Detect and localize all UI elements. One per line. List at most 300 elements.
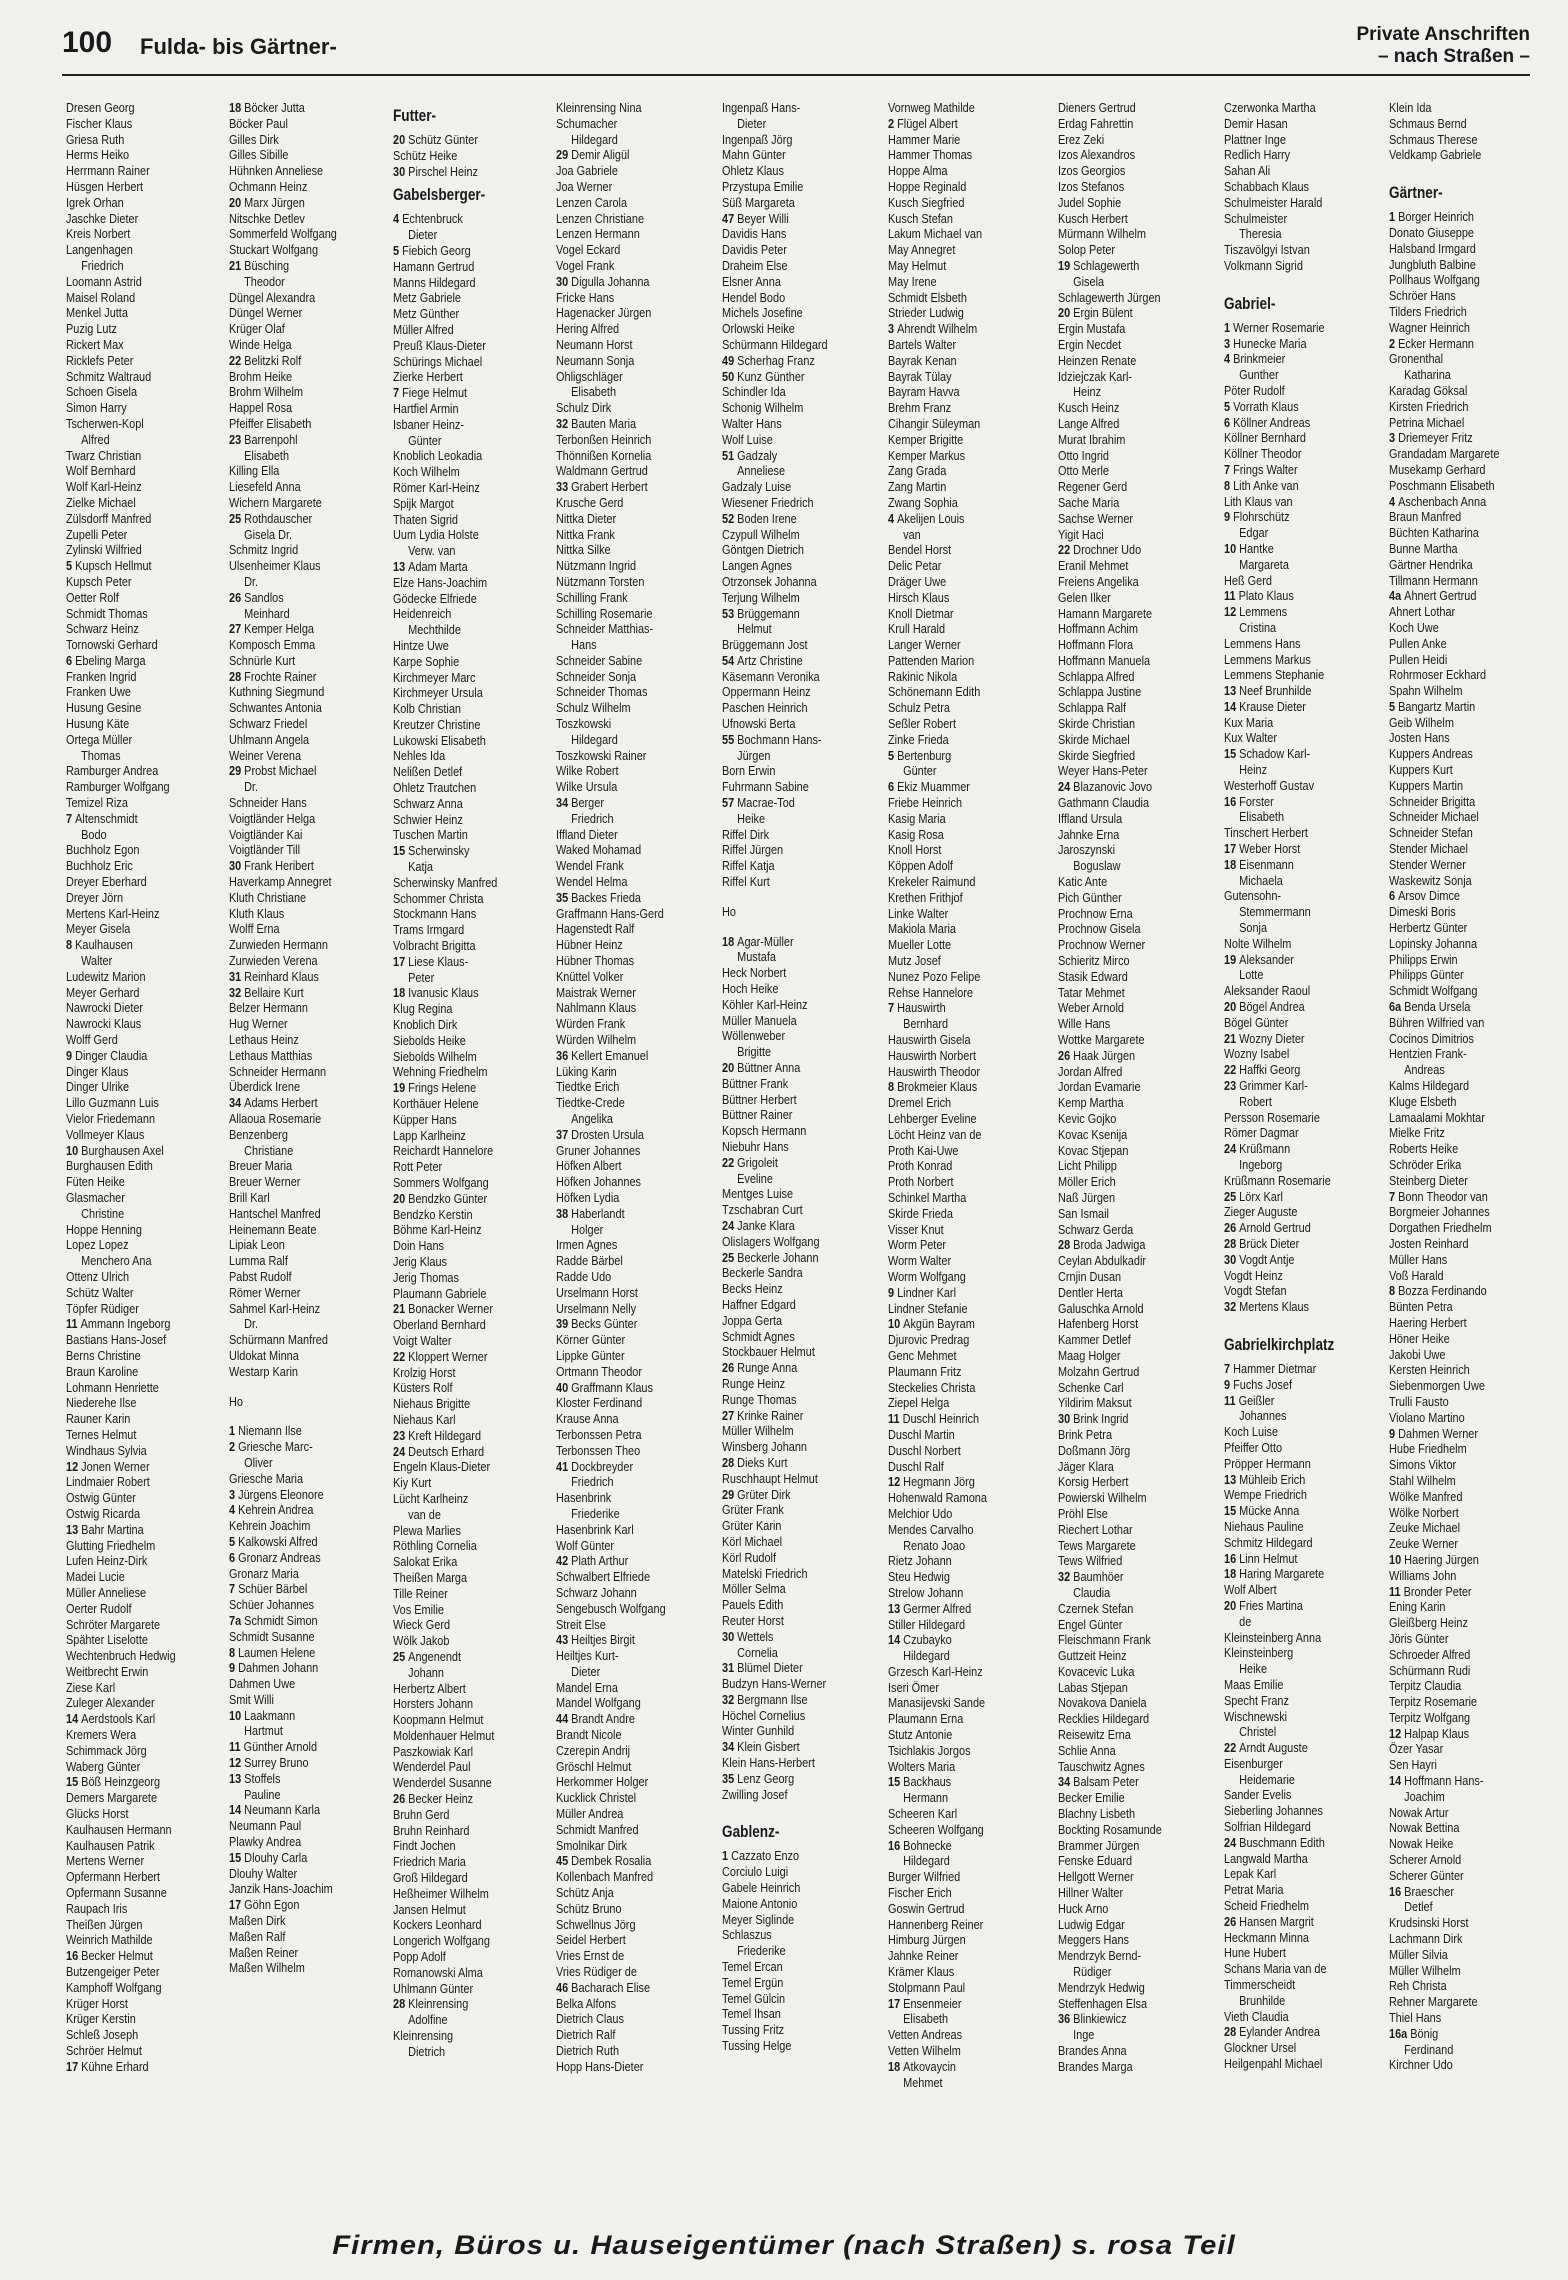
directory-entry: Jerig Klaus [393,1253,448,1269]
house-number: 30 [722,1628,738,1644]
directory-entry: 21 Büsching [229,257,290,273]
house-number: 29 [229,763,245,779]
directory-entry: Lethaus Heinz [229,1032,299,1048]
directory-entry: Zielke Michael [66,494,136,510]
directory-entry: 25 Angenendt [393,1648,462,1664]
directory-entry: Schneider Sabine [556,652,643,668]
directory-entry: Tatar Mehmet [1058,984,1125,1000]
directory-entry: Kaulhausen Hermann [66,1821,172,1837]
directory-entry: 7 Hauswirth [888,1000,946,1016]
directory-entry: Reuter Horst [722,1612,784,1628]
house-number: 28 [393,1996,409,2012]
directory-entry: Lethaus Matthias [229,1047,313,1063]
directory-entry: Schindler Ida [722,384,786,400]
directory-entry: Veldkamp Gabriele [1389,147,1482,163]
directory-entry: Komposch Emma [229,637,316,653]
directory-entry: Persson Rosemarie [1224,1109,1320,1125]
directory-entry: Krause Anna [556,1411,619,1427]
directory-entry: Powierski Wilhelm [1058,1490,1147,1506]
directory-entry: Möller Erich [1058,1174,1116,1190]
house-number: 25 [1224,1188,1240,1204]
directory-entry: Ternes Helmut [66,1426,137,1442]
directory-entry: Solfrian Hildegard [1224,1819,1311,1835]
directory-entry: Kasig Maria [888,810,946,826]
directory-entry: Schwarz Friedel [229,716,308,732]
directory-entry: Zurwieden Hermann [229,937,328,953]
directory-entry: Schwier Heinz [393,811,463,827]
house-number: 7 [393,385,403,401]
house-number: 15 [393,843,409,859]
directory-entry: Raupach Iris [66,1900,128,1916]
house-number: 31 [229,968,245,984]
directory-entry: Gelen Ilker [1058,589,1111,605]
entry-continuation: Günter [903,763,937,779]
entry-continuation: Cornelia [737,1644,778,1660]
directory-entry: Aleksander Raoul [1224,983,1311,999]
directory-entry: Kopsch Hermann [722,1123,807,1139]
directory-entry: Terpitz Claudia [1389,1678,1462,1694]
house-number: 14 [66,1711,82,1727]
directory-entry: Griesche Maria [229,1470,304,1486]
directory-entry: 15 Dlouhy Carla [229,1849,308,1865]
house-number: 18 [393,985,409,1001]
directory-entry: Höfken Lydia [556,1189,620,1205]
house-number: 9 [229,1660,239,1676]
directory-entry: 14 Krause Dieter [1224,698,1306,714]
house-number: 36 [556,1047,572,1063]
house-number: 10 [229,1707,245,1723]
directory-entry: Hafenberg Horst [1058,1316,1139,1332]
directory-entry: Schütz Bruno [556,1900,622,1916]
house-number: 32 [556,415,572,431]
section-title [1356,24,1530,68]
directory-entry: Schwarz Gerda [1058,1221,1134,1237]
entry-continuation: Detlef [1404,1899,1433,1915]
house-number: 33 [556,479,572,495]
directory-entry: Dieners Gertrud [1058,100,1136,115]
directory-entry: Gadzaly Luise [722,479,792,495]
directory-entry: Uldokat Minna [229,1347,299,1363]
directory-entry: Schlaszus [722,1927,772,1943]
entry-continuation: Edgar [1239,525,1269,541]
house-number: 17 [66,2058,82,2074]
directory-entry: Ingenpaß Hans- [722,100,801,115]
entry-continuation: Christiane [244,1142,294,1158]
directory-entry: Nawrocki Klaus [66,1016,142,1032]
directory-entry: 35 Backes Frieda [556,889,641,905]
house-number: 41 [556,1458,572,1474]
directory-entry: 37 Drosten Ursula [556,1126,645,1142]
directory-entry: Dorgathen Friedhelm [1389,1220,1492,1236]
directory-entry: Pöter Rudolf [1224,382,1285,398]
directory-entry: 1 Borger Heinrich [1389,209,1474,225]
directory-entry: Schlie Anna [1058,1742,1116,1758]
directory-entry: 9 Fuchs Josef [1224,1376,1292,1392]
directory-entry: Weiner Verena [229,747,302,763]
directory-entry: Bockting Rosamunde [1058,1821,1162,1837]
directory-entry: Zieger Auguste [1224,1204,1298,1220]
directory-entry: 11 Duschl Heinrich [888,1411,980,1427]
directory-entry: Vogdt Heinz [1224,1267,1283,1283]
directory-entry: Maßen Reiner [229,1944,299,1960]
directory-entry: 35 Lenz Georg [722,1770,795,1786]
directory-entry: Sieberling Johannes [1224,1803,1323,1819]
directory-entry: Rohrmoser Eckhard [1389,667,1487,683]
entry-continuation: Christel [1239,1724,1277,1740]
directory-entry: Waskewitz Sonja [1389,872,1472,888]
directory-entry: Stasik Edward [1058,968,1128,984]
directory-entry: Kloster Ferdinand [556,1395,643,1411]
directory-entry: Worm Peter [888,1237,947,1253]
directory-entry: Wottke Margarete [1058,1032,1145,1048]
house-number: 22 [229,352,245,368]
directory-entry: Yildirim Maksut [1058,1395,1132,1411]
house-number: 3 [229,1486,239,1502]
house-number: 28 [1058,1237,1074,1253]
house-number: 34 [229,1095,245,1111]
directory-entry: Wölk Jakob [393,1633,450,1649]
directory-entry: Hintze Uwe [393,637,449,653]
directory-entry: Czernek Stefan [1058,1600,1134,1616]
directory-entry: Lemmens Hans [1224,635,1301,651]
directory-entry: Wölke Norbert [1389,1504,1459,1520]
directory-entry: Schmitz Ingrid [229,542,299,558]
house-number: 22 [1224,1740,1240,1756]
directory-entry: Riffel Jürgen [722,842,784,858]
directory-entry: 6 Köllner Andreas [1224,414,1311,430]
house-number: 24 [393,1443,409,1459]
directory-entry: Oberland Bernhard [393,1317,486,1333]
directory-entry: Hammer Marie [888,131,961,147]
house-number: 3 [888,321,898,337]
directory-entry: Molzahn Gertrud [1058,1363,1140,1379]
directory-entry: Bayrak Kenan [888,352,957,368]
directory-entry: Hoffmann Flora [1058,637,1134,653]
directory-entry: 21 Wozny Dieter [1224,1030,1305,1046]
directory-entry: Volkmann Sigrid [1224,257,1303,273]
directory-entry: 18 Böcker Jutta [229,100,305,115]
directory-entry: Urselmann Horst [556,1284,638,1300]
house-number: 35 [722,1770,738,1786]
entry-continuation: Eveline [737,1170,773,1186]
directory-entry: Pröpper Hermann [1224,1455,1311,1471]
directory-entry: Tscherwen-Kopl [66,415,144,431]
directory-entry: Otto Merle [1058,463,1109,479]
directory-entry: Koch Wilhelm [393,464,460,480]
directory-entry: Schneider Brigitta [1389,793,1476,809]
directory-entry: Nowak Artur [1389,1804,1449,1820]
house-number: 5 [66,558,76,574]
house-number: 5 [1224,398,1234,414]
spacer [229,1380,363,1394]
directory-entry: Uhlmann Angela [229,731,310,747]
directory-entry: 24 Deutsch Erhard [393,1443,485,1459]
entry-continuation: Heike [737,810,766,826]
directory-entry: Süß Margareta [722,194,795,210]
directory-entry: Sahmel Karl-Heinz [229,1300,321,1316]
directory-column [393,100,553,2212]
directory-entry: 49 Scherhag Franz [722,352,815,368]
directory-entry: Nützmann Ingrid [556,558,637,574]
entry-continuation: Gisela [1073,273,1105,289]
directory-entry: Glücks Horst [66,1806,129,1822]
directory-entry: Kux Maria [1224,714,1274,730]
entry-continuation: Alfred [81,431,110,447]
directory-entry: Schimmack Jörg [66,1742,147,1758]
directory-entry: 26 Arnold Gertrud [1224,1220,1311,1236]
directory-entry: Korsig Herbert [1058,1474,1129,1490]
directory-entry: Labas Stjepan [1058,1679,1128,1695]
house-number: 1 [722,1848,732,1864]
house-number: 20 [393,1190,409,1206]
directory-entry: Kirchmeyer Ursula [393,685,483,701]
directory-entry: 5 Kalkowski Alfred [229,1533,318,1549]
directory-entry: Nützmann Torsten [556,573,645,589]
directory-entry: Dimeski Boris [1389,904,1456,920]
directory-entry: 53 Brüggemann [722,605,800,621]
directory-entry: Schneider Hermann [229,1063,327,1079]
entry-continuation: Dieter [737,115,767,131]
directory-entry: Genc Mehmet [888,1347,957,1363]
directory-entry: Jöris Günter [1389,1630,1449,1646]
directory-entry: Herms Heiko [66,147,130,163]
house-number: 14 [1389,1773,1405,1789]
directory-entry: Wöllenweber [722,1028,786,1044]
directory-entry: Sen Hayri [1389,1757,1437,1773]
directory-entry: Friedrich Maria [393,1854,466,1870]
directory-entry: Riechert Lothar [1058,1521,1133,1537]
directory-entry: Prochnow Gisela [1058,921,1141,937]
directory-entry: 14 Hoffmann Hans- [1389,1773,1484,1789]
directory-entry: Kovacevic Luka [1058,1663,1135,1679]
house-number: 26 [1224,1913,1240,1929]
directory-entry: Brehm Franz [888,400,952,416]
directory-entry: Murat Ibrahim [1058,431,1126,447]
directory-entry: Lopez Lopez [66,1237,129,1253]
directory-entry: Kluth Klaus [229,905,285,921]
directory-entry: Hasenbrink [556,1490,612,1506]
directory-entry: Krull Harald [888,621,946,637]
directory-entry: Schneider Matthias- [556,621,654,637]
directory-entry: Kluth Christiane [229,889,307,905]
directory-entry: Tiedtke-Crede [556,1095,625,1111]
directory-entry: Winde Helga [229,336,292,352]
directory-entry: Romanowski Alma [393,1964,483,1980]
directory-entry: 18 Ivanusic Klaus [393,985,479,1001]
directory-entry: 24 Janke Klara [722,1217,795,1233]
directory-entry: 2 Griesche Marc- [229,1439,313,1455]
directory-entry: Vornweg Mathilde [888,100,975,115]
directory-entry: Hamann Gertrud [393,258,475,274]
directory-entry: Niebuhr Hans [722,1139,789,1154]
entry-continuation: van [903,526,921,542]
house-number: 17 [1224,841,1240,857]
house-number: 22 [1058,542,1074,558]
directory-entry: Proth Kai-Uwe [888,1142,959,1158]
directory-entry: Schürings Michael [393,353,483,369]
directory-entry: Mertens Karl-Heinz [66,905,160,921]
directory-entry: Lamaalami Mokhtar [1389,1109,1485,1125]
directory-entry: 6 Ebeling Marga [66,652,146,668]
directory-entry: Wolf Günter [556,1537,615,1553]
directory-entry: Nittka Dieter [556,510,617,526]
entry-continuation: Dr. [244,779,259,795]
directory-entry: 13 Bahr Martina [66,1521,144,1537]
house-number: 39 [556,1316,572,1332]
directory-entry: Hoch Heike [722,981,779,997]
directory-entry: Jaschke Dieter [66,210,139,226]
directory-entry: Tiszavölgyi Istvan [1224,242,1310,258]
house-number: 16 [66,1948,82,1964]
house-number: 20 [722,1060,738,1076]
directory-entry: Preuß Klaus-Dieter [393,337,486,353]
entry-continuation: Inge [1073,2027,1095,2043]
directory-entry: Hellgott Werner [1058,1869,1134,1885]
directory-entry: Josten Reinhard [1389,1235,1469,1251]
house-number: 44 [556,1711,572,1727]
entry-continuation: Heike [1239,1661,1268,1677]
directory-entry: 26 Sandlos [229,589,284,605]
directory-entry: 11 Geißler [1224,1392,1275,1408]
directory-entry: Hauswirth Norbert [888,1047,977,1063]
directory-entry: Köppen Adolf [888,858,953,874]
directory-entry: Vieth Claudia [1224,2008,1289,2024]
directory-entry: Hüsgen Herbert [66,178,144,194]
entry-continuation: Menchero Ana [81,1253,152,1269]
entry-continuation: Hildegard [903,1648,950,1664]
directory-entry: Geib Wilhelm [1389,714,1454,730]
directory-entry: Knoblich Leokadia [393,448,483,464]
directory-entry: Kasig Rosa [888,826,944,842]
directory-entry: Schneider Thomas [556,684,648,700]
directory-entry: Manns Hildegard [393,274,476,290]
entry-continuation: Gisela Dr. [244,526,293,542]
directory-entry: Erez Zeki [1058,131,1105,147]
directory-entry: Benzenberg [229,1126,288,1142]
directory-entry: Zang Grada [888,463,947,479]
directory-entry: Lohmann Henriette [66,1379,159,1395]
directory-entry: Weber Arnold [1058,1000,1124,1016]
directory-entry: Oppermann Heinz [722,684,811,700]
directory-entry: Kuppers Kurt [1389,762,1453,778]
directory-entry: Duschl Martin [888,1426,955,1442]
directory-entry: Röthling Cornelia [393,1538,477,1554]
directory-entry: Zeuke Michael [1389,1520,1461,1536]
directory-entry: Brill Karl [229,1189,270,1205]
directory-entry: Kux Walter [1224,730,1277,746]
directory-entry: Sommerfeld Wolfgang [229,226,337,242]
directory-entry: Hoffmann Manuela [1058,652,1151,668]
entry-continuation: Johann [408,1664,444,1680]
directory-entry: Becks Heinz [722,1281,783,1297]
house-number: 20 [393,132,409,147]
directory-entry: 50 Kunz Günther [722,368,805,384]
directory-entry: Uhlmann Günter [393,1980,474,1996]
directory-entry: Schwalbert Elfriede [556,1569,651,1585]
directory-entry: Becker Emilie [1058,1790,1125,1806]
directory-entry: Brandes Marga [1058,2058,1133,2074]
directory-entry: Gilles Dirk [229,131,279,147]
directory-entry: San Ismail [1058,1205,1109,1221]
directory-column [556,100,718,2212]
directory-entry: Wolff Gerd [66,1032,118,1048]
directory-entry: Knoll Dietmar [888,605,954,621]
directory-entry: Mertens Werner [66,1853,145,1869]
directory-entry: Ahnert Lothar [1389,604,1456,620]
directory-entry: 5 Bertenburg [888,747,952,763]
directory-entry: 4 Aschenbach Anna [1389,493,1487,509]
directory-entry: Schommer Christa [393,890,484,906]
directory-entry: 10 Akgün Bayram [888,1316,975,1332]
directory-entry: Siebolds Heike [393,1032,466,1048]
directory-entry: Seidel Herbert [556,1932,626,1948]
house-number: 25 [393,1648,409,1664]
directory-entry: 3 Ahrendt Wilhelm [888,321,978,337]
house-number: 10 [888,1316,904,1332]
directory-entry: Tews Margarete [1058,1537,1136,1553]
directory-entry: Iffland Dieter [556,826,618,842]
directory-entry: Gödecke Elfriede [393,590,477,606]
directory-entry: Dahmen Uwe [229,1676,296,1692]
directory-entry: Mielke Fritz [1389,1125,1445,1141]
directory-entry: Lenzen Hermann [556,226,640,242]
directory-entry: 9 Dahmen Johann [229,1660,319,1676]
directory-entry: Waked Mohamad [556,842,642,858]
directory-entry: Kalms Hildegard [1389,1078,1470,1094]
directory-entry: Krekeler Raimund [888,874,976,890]
directory-entry: Strelow Johann [888,1584,964,1600]
directory-entry: Lehberger Eveline [888,1111,977,1126]
directory-entry: Petrat Maria [1224,1882,1284,1898]
house-number: 13 [888,1600,904,1616]
spacer [229,1409,363,1423]
house-number: 11 [229,1739,244,1755]
house-number: 16 [1389,1883,1405,1899]
directory-entry: Lücht Karlheinz [393,1490,469,1506]
directory-entry: Twarz Christian [66,447,142,463]
directory-entry: 28 Dieks Kurt [722,1454,788,1470]
house-number: 28 [1224,2024,1240,2040]
directory-entry: Pfeiffer Elisabeth [229,415,312,431]
directory-entry: Pullen Anke [1389,635,1447,651]
house-number: 29 [556,147,572,163]
directory-entry: Küpper Hans [393,1111,457,1127]
directory-entry: Kusch Heinz [1058,400,1120,416]
directory-entry: Schilling Rosemarie [556,605,653,621]
directory-entry: Heck Norbert [722,965,787,981]
directory-entry: Käsemann Veronika [722,668,820,684]
house-number: 8 [229,1644,239,1660]
directory-entry: Djurovic Predrag [888,1332,970,1348]
directory-entry: 13 Adam Marta [393,558,468,574]
entry-continuation: Boguslaw [1073,858,1121,874]
directory-entry: 24 Buschmann Edith [1224,1834,1325,1850]
directory-entry: 3 Hunecke Maria [1224,335,1307,351]
house-number: 22 [1224,1062,1240,1078]
house-number: 20 [1058,305,1074,321]
directory-entry: Trulli Fausto [1389,1393,1449,1409]
directory-entry: Windhaus Sylvia [66,1442,147,1458]
directory-entry: Kluge Elsbeth [1389,1093,1457,1109]
spacer [1389,163,1515,177]
directory-entry: Ruschhaupt Helmut [722,1470,818,1486]
directory-entry: 17 Ensenmeier [888,1995,962,2011]
directory-entry: Scherer Arnold [1389,1852,1462,1868]
house-number: 6a [1389,999,1405,1015]
directory-entry: Zuleger Alexander [66,1695,155,1711]
directory-entry: Ramburger Wolfgang [66,779,170,795]
directory-entry: Streit Else [556,1616,606,1632]
